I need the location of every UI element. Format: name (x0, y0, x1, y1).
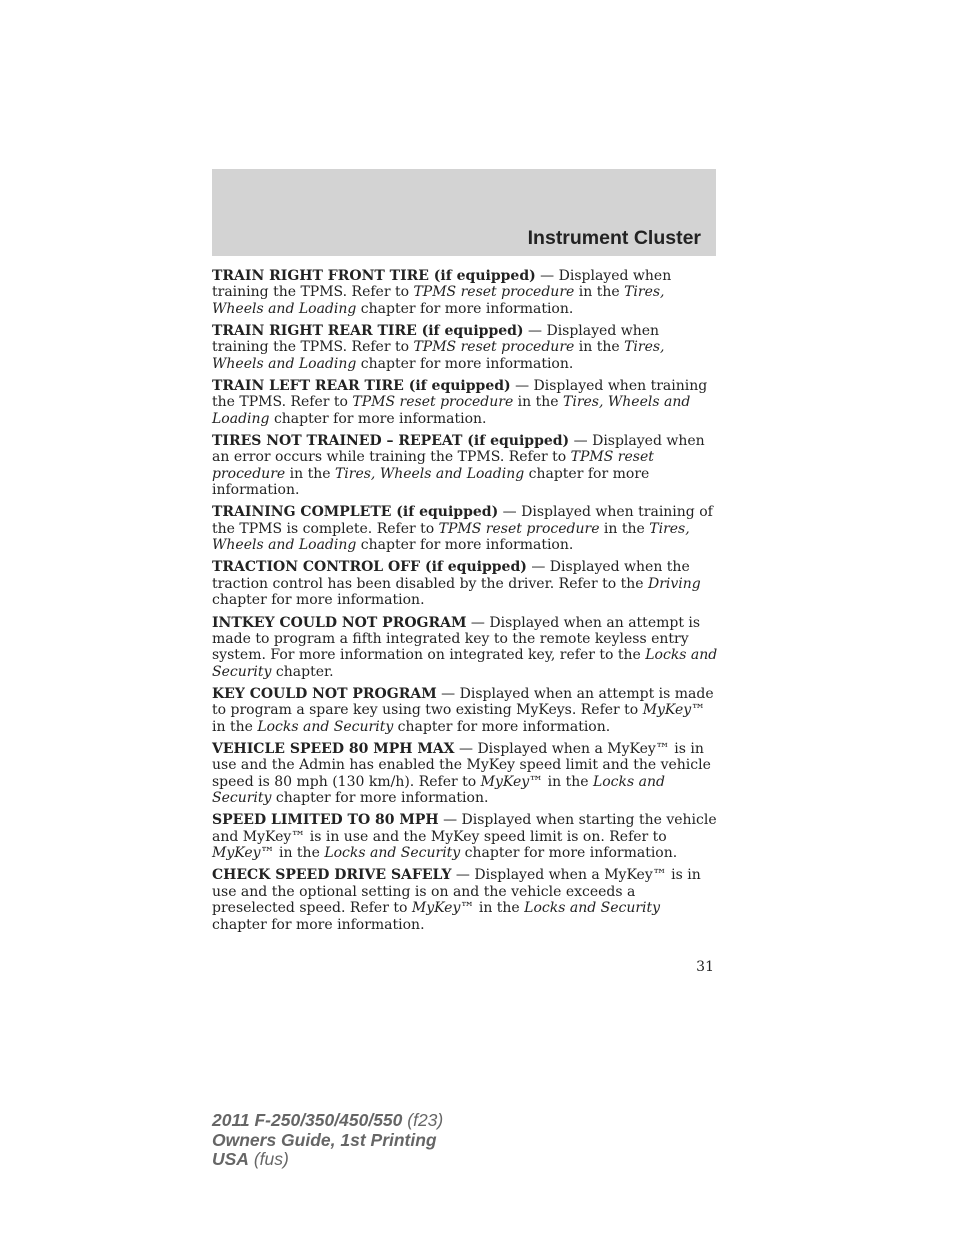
message-text: in the (285, 465, 335, 482)
message-text: in the (543, 773, 593, 790)
message-text: — Displayed when training the TPMS. Refer to (212, 268, 672, 301)
message-text: chapter for more information. (393, 718, 611, 735)
message-text: — Displayed when training the TPMS. Refer to (212, 323, 660, 356)
cross-reference: Tires, Wheels and Loading (212, 339, 665, 372)
message-text: chapter for more information. (212, 916, 425, 933)
message-text: in the (599, 520, 650, 537)
message-entry (212, 504, 718, 553)
message-entry (212, 378, 718, 427)
message-text: in the (474, 900, 525, 917)
message-text: chapter for more information. (356, 300, 574, 317)
footer-model-line (212, 1111, 443, 1131)
message-text: — Displayed when the traction control has been disabled by the driver. Refer to the (212, 559, 690, 592)
footer-market-line (212, 1150, 443, 1170)
message-entry (212, 812, 718, 861)
message-text: — Displayed when starting the vehicle and MyKey™ is in use and the MyKey speed limit is on. Refer to (212, 812, 717, 845)
message-entry (212, 559, 718, 608)
message-text: in the (513, 394, 564, 411)
cross-reference: MyKey™ (480, 773, 544, 790)
section-header-band (212, 169, 716, 256)
message-title: TIRES NOT TRAINED – REPEAT (if equipped) (212, 433, 570, 450)
message-text: — Displayed when a MyKey™ is in use and the optional setting is on and the vehicle exceeds a preselected speed. Refer to (212, 867, 701, 917)
footer-model: 2011 F-250/350/450/550 (212, 1110, 403, 1130)
message-title: TRAIN LEFT REAR TIRE (if equipped) (212, 378, 511, 395)
cross-reference: MyKey™ (642, 702, 706, 719)
message-text: in the (212, 718, 258, 735)
publication-footer (212, 1111, 443, 1170)
footer-model-code: (f23) (402, 1110, 444, 1130)
message-title: TRACTION CONTROL OFF (if equipped) (212, 559, 527, 576)
message-text: — Displayed when an attempt is made to program a spare key using two existing MyKeys. Refer to (212, 685, 714, 719)
message-title: INTKEY COULD NOT PROGRAM (212, 614, 467, 631)
message-text: — Displayed when training of the TPMS is complete. Refer to (212, 504, 713, 537)
message-text: chapter for more information. (212, 592, 425, 609)
cross-reference: Locks and Security (212, 647, 718, 680)
cross-reference: Locks and Security (257, 718, 394, 735)
message-text: chapter for more information. (356, 537, 574, 554)
page-number: 31 (696, 959, 714, 975)
message-text: chapter for more information. (356, 355, 574, 372)
cross-reference: TPMS reset procedure (413, 284, 575, 301)
cross-reference: TPMS reset procedure (438, 520, 600, 537)
cross-reference: Tires, Wheels and Loading (334, 465, 525, 482)
message-entry (212, 867, 718, 933)
cross-reference: MyKey™ (411, 900, 475, 917)
message-title: VEHICLE SPEED 80 MPH MAX (212, 740, 455, 757)
message-entry (212, 686, 718, 735)
cross-reference: TPMS reset procedure (212, 449, 654, 482)
cross-reference: Tires, Wheels and Loading (212, 520, 690, 554)
message-title: CHECK SPEED DRIVE SAFELY (212, 867, 452, 884)
cross-reference: TPMS reset procedure (352, 394, 514, 411)
cross-reference: MyKey™ (212, 845, 275, 862)
footer-market: USA (212, 1149, 249, 1169)
message-text: chapter for more information. (271, 790, 489, 807)
footer-guide: Owners Guide, 1st Printing (212, 1129, 437, 1150)
warning-message-list (212, 268, 718, 939)
message-text: — Displayed when training the TPMS. Refer to (212, 378, 708, 411)
message-text: chapter for more information. (460, 845, 678, 862)
cross-reference: Locks and Security (524, 900, 661, 917)
cross-reference: Locks and Security (212, 773, 665, 807)
message-entry (212, 741, 718, 807)
message-title: SPEED LIMITED TO 80 MPH (212, 812, 439, 829)
cross-reference: TPMS reset procedure (413, 339, 575, 356)
message-title: TRAIN RIGHT FRONT TIRE (if equipped) (212, 268, 536, 284)
message-title: TRAIN RIGHT REAR TIRE (if equipped) (212, 323, 524, 340)
cross-reference: Tires, Wheels and Loading (212, 284, 665, 317)
message-text: in the (574, 339, 625, 356)
message-entry (212, 433, 718, 499)
message-text: chapter. (271, 663, 334, 680)
cross-reference: Locks and Security (324, 845, 461, 862)
message-text: — Displayed when a MyKey™ is in use and the Admin has enabled the MyKey speed limit and the vehicle speed is 80 mph (130 km/h). Refer to (212, 740, 711, 790)
message-text: chapter for more information. (269, 410, 487, 427)
section-title: Instrument Cluster (527, 227, 701, 249)
footer-market-code: (fus) (248, 1149, 289, 1169)
message-text: — Displayed when an attempt is made to program a fifth integrated key to the remote keyless entry system. For more information on integrated key, refer to the (212, 614, 701, 664)
cross-reference: Tires, Wheels and Loading (212, 394, 691, 427)
message-title: KEY COULD NOT PROGRAM (212, 685, 437, 702)
cross-reference: Driving (647, 575, 701, 592)
message-text: — Displayed when an error occurs while training the TPMS. Refer to (212, 433, 705, 466)
message-title: TRAINING COMPLETE (if equipped) (212, 504, 499, 521)
message-entry (212, 615, 718, 681)
message-text: in the (274, 845, 325, 862)
message-text: in the (574, 284, 625, 301)
message-entry (212, 323, 718, 372)
message-text: chapter for more information. (212, 465, 650, 499)
message-entry (212, 268, 718, 317)
